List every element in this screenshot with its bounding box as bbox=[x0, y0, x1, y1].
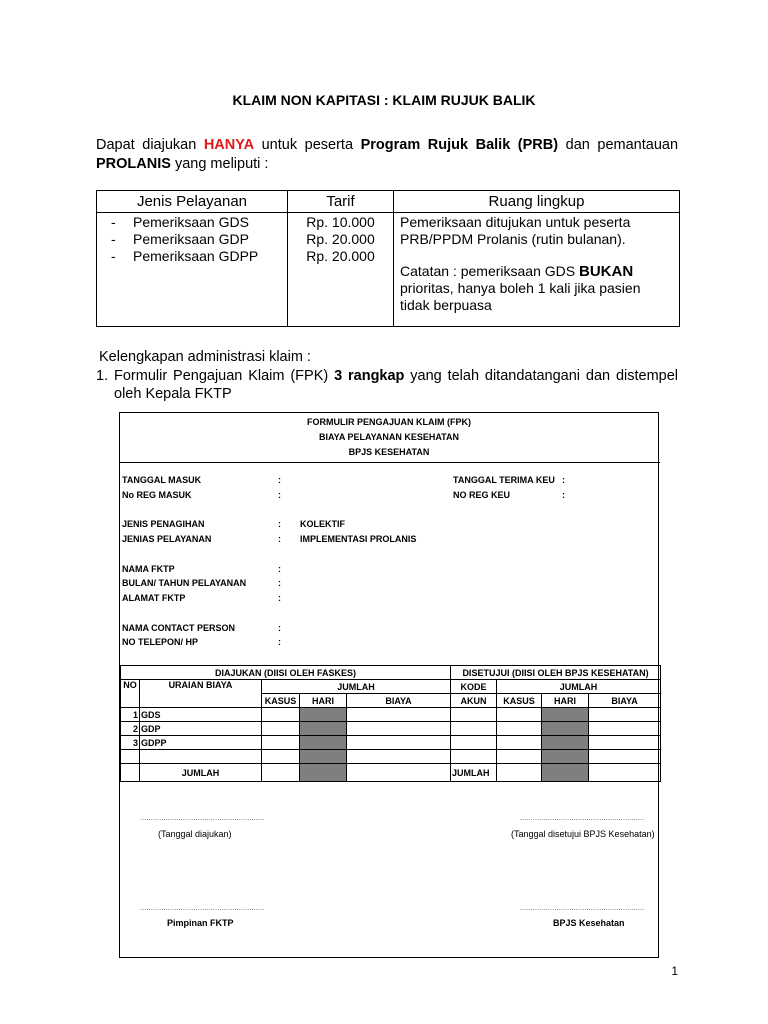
service-list bbox=[97, 213, 288, 327]
bullet: - bbox=[111, 231, 116, 247]
divider bbox=[120, 462, 660, 463]
cell bbox=[347, 750, 451, 764]
row-number: 1 bbox=[121, 708, 140, 722]
row-name: GDPP bbox=[140, 736, 262, 750]
shaded-cell bbox=[300, 722, 347, 736]
colon: : bbox=[278, 623, 281, 633]
total-label-left: JUMLAH bbox=[140, 764, 262, 782]
cell bbox=[451, 708, 497, 722]
shaded-cell bbox=[300, 736, 347, 750]
shaded-cell bbox=[542, 736, 589, 750]
shaded-cell bbox=[300, 708, 347, 722]
bullet: - bbox=[111, 248, 116, 264]
cell bbox=[262, 764, 300, 782]
cell bbox=[589, 750, 661, 764]
total-row bbox=[121, 764, 661, 782]
header-hari: HARI bbox=[300, 694, 347, 708]
table-row bbox=[121, 708, 661, 722]
row-number: 3 bbox=[121, 736, 140, 750]
shaded-cell bbox=[300, 764, 347, 782]
label-bulan-tahun: BULAN/ TAHUN PELAYANAN bbox=[122, 578, 247, 588]
tanggal-diajukan: (Tanggal diajukan) bbox=[158, 829, 232, 839]
page-title: KLAIM NON KAPITASI : KLAIM RUJUK BALIK bbox=[232, 92, 536, 108]
admin-text-2: yang telah ditandatangani dan distempel oleh Kepala FKTP bbox=[114, 368, 679, 402]
page-number: 1 bbox=[671, 964, 678, 978]
cell bbox=[262, 750, 300, 764]
header-hari: HARI bbox=[542, 694, 589, 708]
bullet: - bbox=[111, 214, 116, 230]
service-item: Pemeriksaan GDS bbox=[133, 214, 249, 230]
value-jenias-pelayanan: IMPLEMENTASI PROLANIS bbox=[300, 534, 417, 544]
cell bbox=[451, 736, 497, 750]
row-number: 2 bbox=[121, 722, 140, 736]
form-subtitle: BIAYA PELAYANAN KESEHATAN bbox=[318, 432, 460, 442]
label-no-reg-keu: NO REG KEU bbox=[453, 490, 511, 500]
header-uraian: URAIAN BIAYA bbox=[140, 680, 262, 708]
shaded-cell bbox=[542, 750, 589, 764]
cell bbox=[347, 708, 451, 722]
label-no-reg-masuk: No REG MASUK bbox=[122, 490, 192, 500]
intro-paragraph bbox=[96, 136, 678, 174]
label-alamat-fktp: ALAMAT FKTP bbox=[122, 593, 186, 603]
prolanis-emphasis: PROLANIS bbox=[96, 156, 171, 172]
admin-heading: Kelengkapan administrasi klaim : bbox=[99, 349, 311, 365]
intro-text-2: untuk peserta bbox=[254, 137, 361, 153]
signature-line: .......................................................... bbox=[520, 815, 645, 822]
colon: : bbox=[278, 593, 281, 603]
cell bbox=[347, 736, 451, 750]
claim-table bbox=[120, 665, 661, 782]
colon: : bbox=[562, 475, 565, 485]
header-no: NO bbox=[121, 680, 140, 708]
colon: : bbox=[278, 490, 281, 500]
cell bbox=[262, 722, 300, 736]
header-kode: KODE bbox=[451, 680, 497, 694]
header-kasus: KASUS bbox=[497, 694, 542, 708]
form-title: FORMULIR PENGAJUAN KLAIM (FPK) bbox=[307, 417, 471, 427]
shaded-cell bbox=[542, 764, 589, 782]
header-kasus: KASUS bbox=[262, 694, 300, 708]
cell bbox=[121, 764, 140, 782]
cell bbox=[589, 736, 661, 750]
table-row bbox=[121, 750, 661, 764]
scope-note bbox=[400, 263, 673, 314]
intro-text-4: yang meliputi : bbox=[170, 156, 269, 172]
colon: : bbox=[562, 490, 565, 500]
label-no-telepon: NO TELEPON/ HP bbox=[122, 637, 199, 647]
tariff-value: Rp. 20.000 bbox=[306, 231, 375, 247]
cell bbox=[262, 736, 300, 750]
hanya-emphasis: HANYA bbox=[203, 137, 255, 153]
cell bbox=[262, 708, 300, 722]
pimpinan-fktp: Pimpinan FKTP bbox=[167, 918, 234, 928]
header-biaya: BIAYA bbox=[347, 694, 451, 708]
colon: : bbox=[278, 637, 281, 647]
shaded-cell bbox=[542, 708, 589, 722]
colon: : bbox=[278, 578, 281, 588]
cell bbox=[140, 750, 262, 764]
tariff-value: Rp. 20.000 bbox=[306, 248, 375, 264]
intro-text-3: dan pemantauan bbox=[558, 137, 679, 153]
intro-text-1: Dapat diajukan bbox=[96, 137, 204, 153]
row-name: GDP bbox=[140, 722, 262, 736]
service-table bbox=[96, 190, 680, 327]
header-diajukan: DIAJUKAN (DIISI OLEH FASKES) bbox=[121, 666, 451, 680]
cell bbox=[497, 722, 542, 736]
bukan-emphasis: BUKAN bbox=[578, 263, 634, 280]
header-biaya: BIAYA bbox=[589, 694, 661, 708]
total-label-right: JUMLAH bbox=[451, 764, 497, 782]
colon: : bbox=[278, 475, 281, 485]
tanggal-disetujui: (Tanggal disetujui BPJS Kesehatan) bbox=[511, 829, 655, 839]
admin-item-1 bbox=[114, 367, 678, 403]
cell bbox=[497, 736, 542, 750]
rangkap-emphasis: 3 rangkap bbox=[334, 368, 405, 384]
admin-text-1: Formulir Pengajuan Klaim (FPK) bbox=[114, 368, 335, 384]
cell bbox=[497, 708, 542, 722]
tariff-value: Rp. 10.000 bbox=[306, 214, 375, 230]
cell bbox=[497, 750, 542, 764]
signature-line: .......................................................... bbox=[520, 905, 645, 912]
signature-line: .......................................................... bbox=[140, 815, 265, 822]
header-akun: AKUN bbox=[451, 694, 497, 708]
header-jumlah-right: JUMLAH bbox=[497, 680, 661, 694]
admin-section bbox=[96, 348, 678, 403]
cell bbox=[347, 764, 451, 782]
label-nama-contact: NAMA CONTACT PERSON bbox=[122, 623, 235, 633]
service-item: Pemeriksaan GDPP bbox=[133, 248, 259, 264]
scope-text: Pemeriksaan ditujukan untuk peserta PRB/PPDM Prolanis (rutin bulanan). bbox=[400, 214, 631, 247]
cell bbox=[451, 722, 497, 736]
colon: : bbox=[278, 564, 281, 574]
row-name: GDS bbox=[140, 708, 262, 722]
signature-line: .......................................................... bbox=[140, 905, 265, 912]
cell bbox=[589, 764, 661, 782]
shaded-cell bbox=[300, 750, 347, 764]
label-jenias-pelayanan: JENIAS PELAYANAN bbox=[122, 534, 212, 544]
header-ruang-lingkup: Ruang lingkup bbox=[394, 191, 680, 213]
service-item: Pemeriksaan GDP bbox=[133, 231, 249, 247]
form-org: BPJS KESEHATAN bbox=[348, 447, 430, 457]
bpjs-kesehatan: BPJS Kesehatan bbox=[553, 918, 625, 928]
note-text-1: Catatan : pemeriksaan GDS bbox=[400, 263, 579, 279]
cell bbox=[451, 750, 497, 764]
header-jumlah-left: JUMLAH bbox=[262, 680, 451, 694]
fpk-form bbox=[119, 412, 659, 958]
cell bbox=[121, 750, 140, 764]
colon: : bbox=[278, 534, 281, 544]
prb-emphasis: Program Rujuk Balik (PRB) bbox=[360, 137, 559, 153]
list-number: 1. bbox=[96, 368, 109, 384]
label-nama-fktp: NAMA FKTP bbox=[122, 564, 175, 574]
header-tarif: Tarif bbox=[288, 191, 394, 213]
header-jenis-pelayanan: Jenis Pelayanan bbox=[97, 191, 288, 213]
cell bbox=[589, 722, 661, 736]
table-row bbox=[121, 736, 661, 750]
label-tanggal-terima: TANGGAL TERIMA KEU bbox=[453, 475, 555, 485]
note-text-2: prioritas, hanya boleh 1 kali jika pasien tidak berpuasa bbox=[400, 280, 641, 313]
label-jenis-penagihan: JENIS PENAGIHAN bbox=[122, 519, 205, 529]
table-row bbox=[121, 722, 661, 736]
scope-cell bbox=[394, 213, 680, 327]
value-jenis-penagihan: KOLEKTIF bbox=[300, 519, 345, 529]
tariff-list bbox=[288, 213, 394, 327]
cell bbox=[347, 722, 451, 736]
colon: : bbox=[278, 519, 281, 529]
header-disetujui: DISETUJUI (DIISI OLEH BPJS KESEHATAN) bbox=[451, 666, 661, 680]
cell bbox=[497, 764, 542, 782]
shaded-cell bbox=[542, 722, 589, 736]
label-tanggal-masuk: TANGGAL MASUK bbox=[122, 475, 202, 485]
cell bbox=[589, 708, 661, 722]
